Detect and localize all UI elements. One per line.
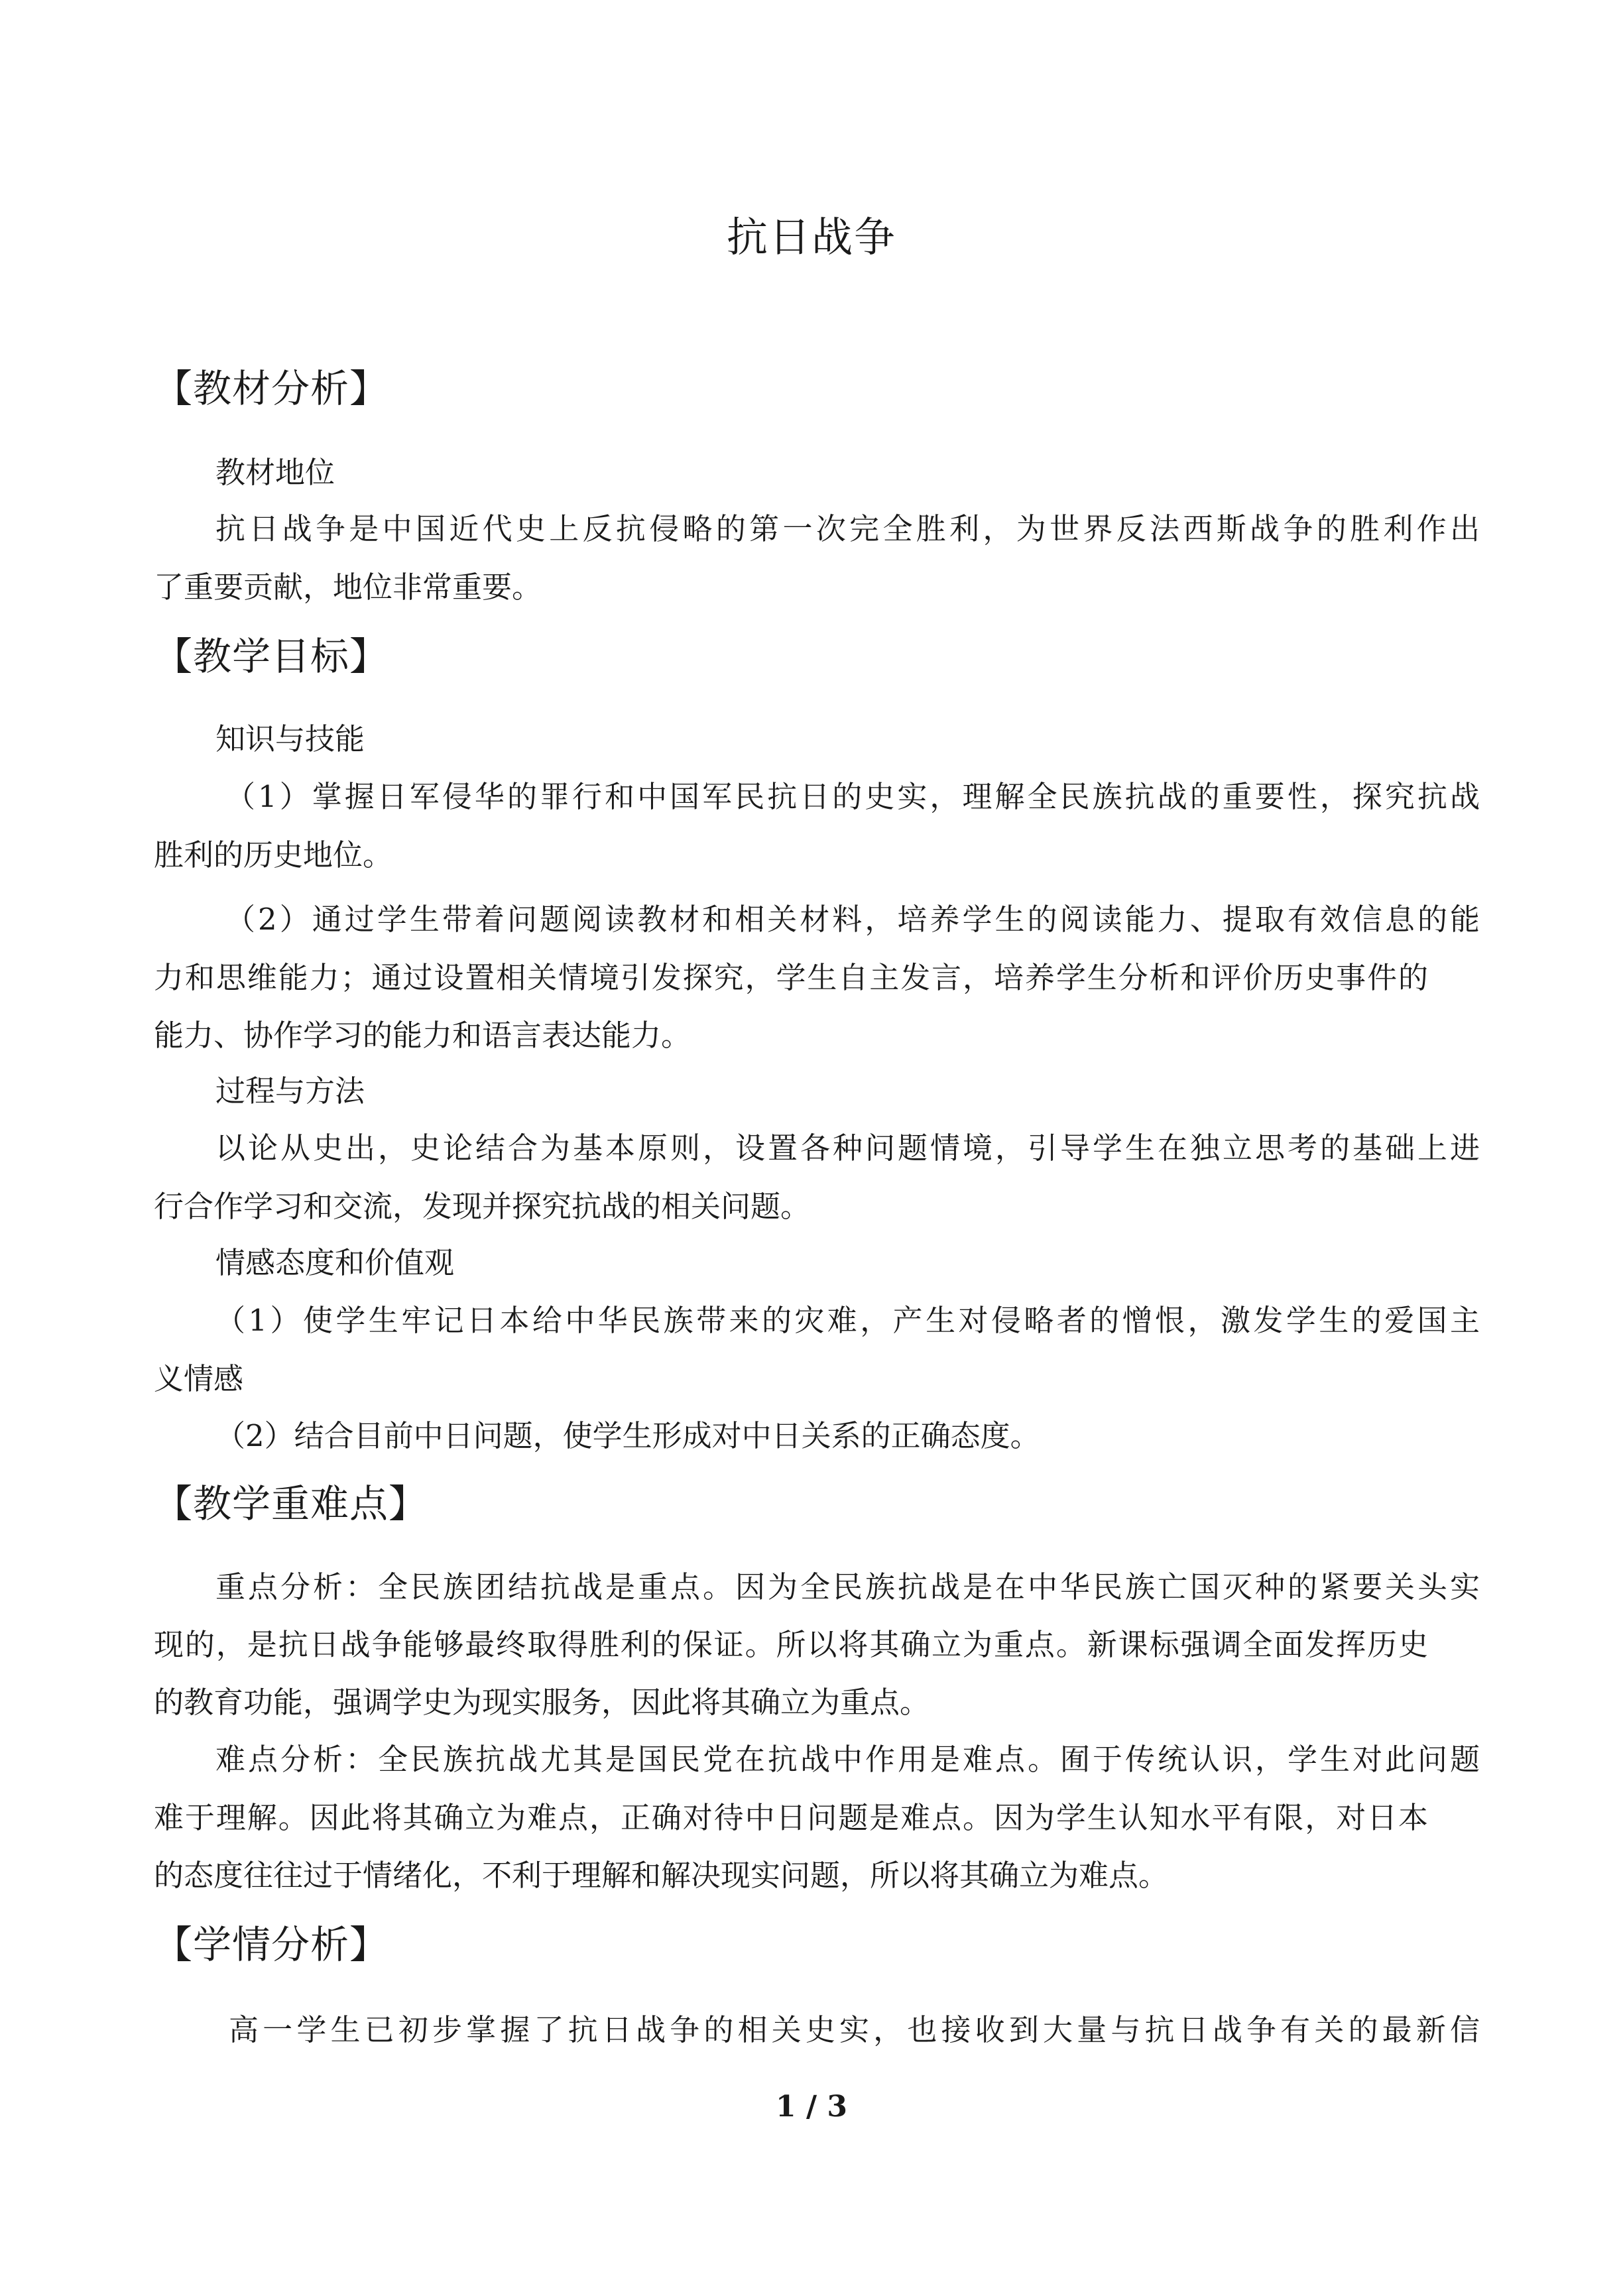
paragraph-line: 力和思维能力；通过设置相关情境引发探究，学生自主发言，培养学生分析和评价历史事件的 (154, 960, 1428, 995)
paragraph-line: 的态度往往过于情绪化，不利于理解和解决现实问题，所以将其确立为难点。 (154, 1858, 1169, 1893)
page-title: 抗日战争 (726, 213, 896, 261)
paragraph-line: （1）使学生牢记日本给中华民族带来的灾难，产生对侵略者的憎恨，激发学生的爱国主 (215, 1303, 1480, 1338)
paragraph-line: 抗日战争是中国近代史上反抗侵略的第一次完全胜利，为世界反法西斯战争的胜利作出 (215, 511, 1480, 546)
section-heading-key-difficult-points: 【教学重难点】 (154, 1481, 428, 1526)
subheading-textbook-position: 教材地位 (215, 455, 335, 490)
paragraph-line: 的教育功能，强调学史为现实服务，因此将其确立为重点。 (154, 1685, 930, 1720)
section-heading-teaching-objectives: 【教学目标】 (154, 634, 389, 679)
paragraph-line: 能力、协作学习的能力和语言表达能力。 (154, 1018, 691, 1053)
paragraph-line: 以论从史出，史论结合为基本原则，设置各种问题情境，引导学生在独立思考的基础上进 (215, 1130, 1480, 1166)
paragraph-line: 义情感 (154, 1361, 244, 1396)
subheading-knowledge-skills: 知识与技能 (215, 721, 365, 756)
subheading-emotion-values: 情感态度和价值观 (215, 1245, 455, 1280)
paragraph-line: 行合作学习和交流，发现并探究抗战的相关问题。 (154, 1189, 811, 1224)
paragraph-line: （2）通过学生带着问题阅读教材和相关材料，培养学生的阅读能力、提取有效信息的能 (225, 902, 1480, 937)
paragraph-line: （1）掌握日军侵华的罪行和中国军民抗日的史实，理解全民族抗战的重要性，探究抗战 (225, 779, 1480, 814)
section-heading-student-analysis: 【学情分析】 (154, 1922, 389, 1967)
paragraph-line: 胜利的历史地位。 (154, 837, 393, 873)
paragraph-line: 现的，是抗日战争能够最终取得胜利的保证。所以将其确立为重点。新课标强调全面发挥历史 (154, 1627, 1428, 1662)
paragraph-line: （2）结合目前中日问题，使学生形成对中日关系的正确态度。 (215, 1418, 1040, 1453)
paragraph-line: 难点分析：全民族抗战尤其是国民党在抗战中作用是难点。囿于传统认识，学生对此问题 (215, 1742, 1480, 1777)
paragraph-line: 高一学生已初步掌握了抗日战争的相关史实，也接收到大量与抗日战争有关的最新信 (229, 2012, 1480, 2047)
paragraph-line: 重点分析：全民族团结抗战是重点。因为全民族抗战是在中华民族亡国灭种的紧要关头实 (215, 1569, 1480, 1604)
subheading-process-methods: 过程与方法 (215, 1073, 365, 1109)
page-number: 1 / 3 (776, 2090, 847, 2124)
paragraph-line: 了重要贡献，地位非常重要。 (154, 570, 542, 605)
section-heading-textbook-analysis: 【教材分析】 (154, 366, 389, 411)
paragraph-line: 难于理解。因此将其确立为难点，正确对待中日问题是难点。因为学生认知水平有限，对日本 (154, 1800, 1428, 1835)
